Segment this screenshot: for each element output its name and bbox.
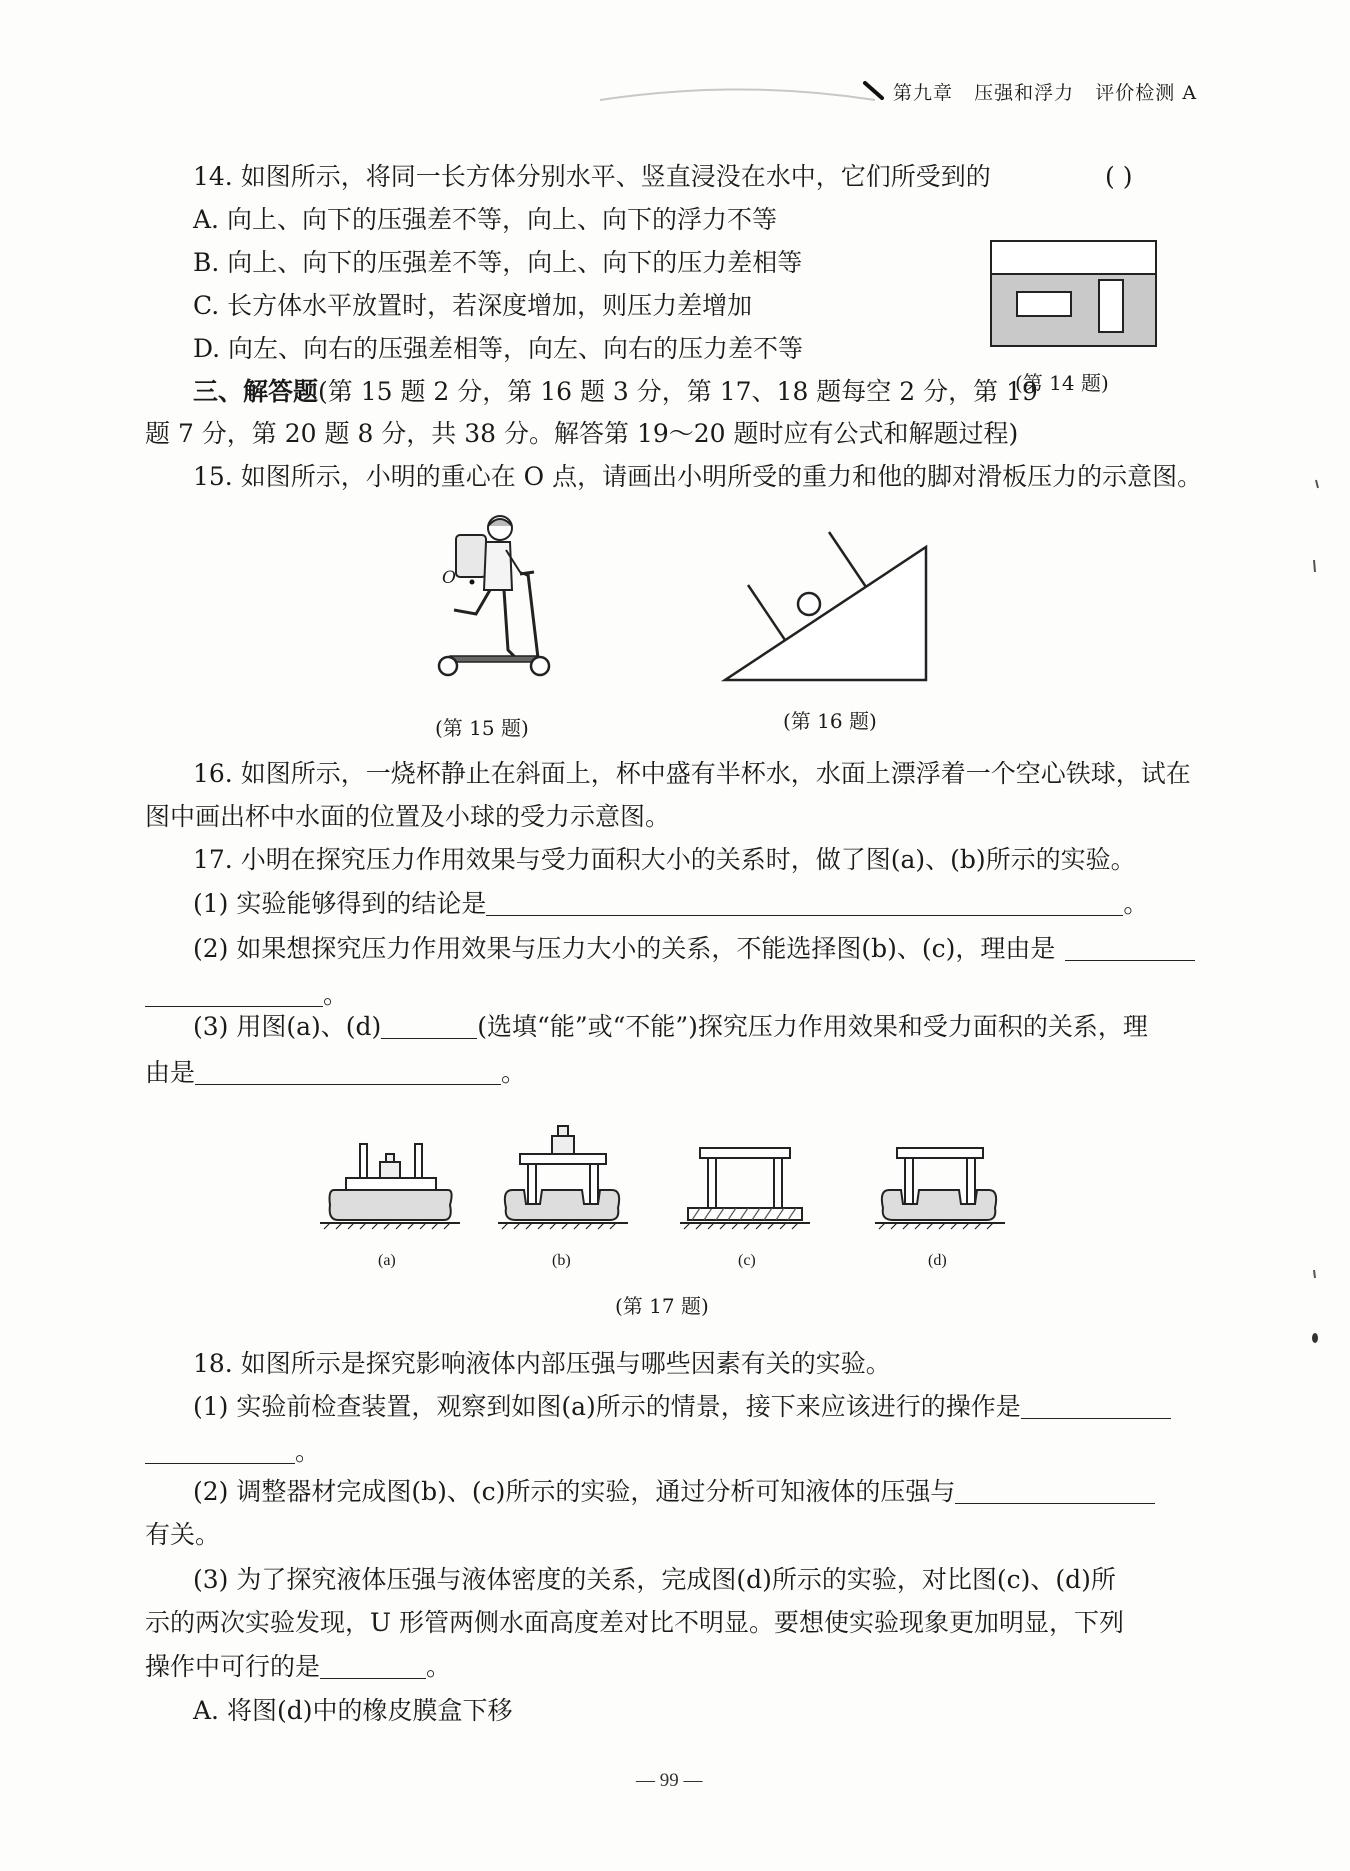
q17-part2: (2) 如果想探究压力作用效果与压力大小的关系，不能选择图(b)、(c)，理由是: [193, 932, 1195, 966]
q18-blank-2[interactable]: [955, 1477, 1155, 1504]
q15-figure: [420, 510, 560, 685]
q18-blank-3[interactable]: [320, 1652, 426, 1679]
header-chapter: 第九章: [893, 82, 954, 104]
q17-label-c: (c): [738, 1252, 756, 1269]
q14-stem: 14. 如图所示，将同一长方体分别水平、竖直浸没在水中，它们所受到的: [193, 162, 991, 191]
q17-blank-1[interactable]: [486, 889, 1123, 916]
q18-blank-1b[interactable]: [145, 1437, 295, 1464]
section3-title: 三、解答题: [193, 377, 319, 406]
q14-option-a: A. 向上、向下的压强差不等，向上、向下的浮力不等: [193, 205, 777, 234]
q16-caption: (第 16 题): [783, 709, 877, 733]
section3-desc2: 题 7 分，第 20 题 8 分，共 38 分。解答第 19～20 题时应有公式和解题过程): [145, 419, 1019, 448]
header-swoosh: [600, 78, 880, 108]
header-topic: 压强和浮力: [974, 82, 1075, 104]
q17-label-d: (d): [928, 1252, 947, 1269]
q17-label-b: (b): [552, 1252, 571, 1269]
q17-figure-b: [498, 1112, 628, 1230]
margin-marks: [1300, 480, 1330, 1350]
q14-caption: (第 14 题): [1015, 371, 1109, 395]
q18-part3-line3: 操作中可行的是 。: [145, 1652, 452, 1681]
section3-line1: [193, 375, 1038, 409]
q15-label-o: O: [442, 568, 456, 588]
q17-label-a: (a): [378, 1252, 396, 1269]
q18-part2: (2) 调整器材完成图(b)、(c)所示的实验，通过分析可知液体的压强与: [193, 1475, 1155, 1509]
q17-part3-cont: 由是 。: [145, 1058, 527, 1087]
q18-part3-line2: 示的两次实验发现，U 形管两侧水面高度差对比不明显。要想使实验现象更加明显，下列: [145, 1608, 1125, 1637]
q14-option-b: B. 向上、向下的压强差不等，向上、向下的压力差相等: [193, 248, 803, 277]
q18-stem: 18. 如图所示是探究影响液体内部压强与哪些因素有关的实验。: [193, 1349, 891, 1378]
q18-part2-cont: 有关。: [145, 1520, 221, 1549]
q16-line2: 图中画出杯中水面的位置及小球的受力示意图。: [145, 802, 671, 831]
q14-answer-paren[interactable]: ( ): [1105, 162, 1133, 191]
q16-line1: 16. 如图所示，一烧杯静止在斜面上，杯中盛有半杯水，水面上漂浮着一个空心铁球，试在: [193, 759, 1191, 788]
section3-desc1: (第 15 题 2 分，第 16 题 3 分，第 17、18 题每空 2 分，第 19: [318, 377, 1038, 406]
q18-part1-cont: 。: [145, 1435, 320, 1469]
header-section: 评价检测 A: [1095, 82, 1198, 104]
q18-option-a: A. 将图(d)中的橡皮膜盒下移: [193, 1696, 513, 1725]
q18-blank-1a[interactable]: [1021, 1392, 1171, 1419]
q14-figure: [990, 240, 1160, 350]
q17-blank-2a[interactable]: [1065, 934, 1195, 961]
q15-caption: (第 15 题): [435, 716, 529, 740]
q17-part1: (1) 实验能够得到的结论是 。: [193, 889, 1149, 918]
q15-stem: 15. 如图所示，小明的重心在 O 点，请画出小明所受的重力和他的脚对滑板压力的示意图。: [193, 462, 1203, 491]
page-header: [893, 78, 1197, 105]
q17-figure-d: [875, 1148, 1005, 1230]
q17-blank-2b[interactable]: [145, 980, 323, 1007]
q14-option-d: D. 向左、向右的压强差相等，向左、向右的压力差不等: [193, 334, 804, 363]
q17-part3: (3) 用图(a)、(d) (选填“能”或“不能”)探究压力作用效果和受力面积的关系，理: [193, 1012, 1148, 1041]
page-number: — 99 —: [636, 1770, 703, 1791]
q17-figure-a: [320, 1130, 460, 1230]
q14-option-c: C. 长方体水平放置时，若深度增加，则压力差增加: [193, 291, 753, 320]
q17-blank-3a[interactable]: [381, 1012, 477, 1039]
q18-part1: (1) 实验前检查装置，观察到如图(a)所示的情景，接下来应该进行的操作是: [193, 1390, 1171, 1424]
q18-part3-line1: (3) 为了探究液体压强与液体密度的关系，完成图(d)所示的实验，对比图(c)、(d)所: [193, 1565, 1116, 1594]
q17-part2-cont: 。: [145, 978, 348, 1012]
q17-blank-3b[interactable]: [195, 1058, 501, 1085]
q17-stem: 17. 小明在探究压力作用效果与受力面积大小的关系时，做了图(a)、(b)所示的实验。: [193, 845, 1136, 874]
q17-figure-c: [680, 1148, 810, 1230]
q16-figure: [720, 540, 930, 685]
q17-caption: (第 17 题): [615, 1294, 709, 1318]
